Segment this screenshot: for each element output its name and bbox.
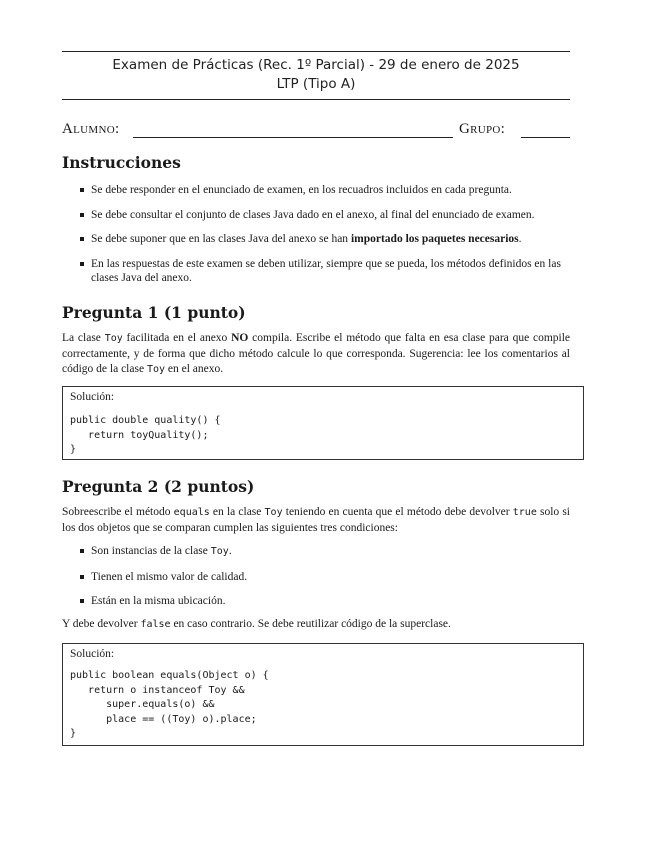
pregunta-2-heading: Pregunta 2 (2 puntos) <box>62 477 255 496</box>
grupo-label: Grupo: <box>459 121 506 137</box>
pregunta-2-statement <box>62 505 570 536</box>
code-inline: Toy <box>104 333 123 344</box>
instruction-item: En las respuestas de este examen se deben utilizar, siempre que se pueda, los métodos definidos en las clases Java del anexo. <box>80 257 570 286</box>
exam-title: Examen de Prácticas (Rec. 1º Parcial) - 29 de enero de 2025 <box>112 57 520 73</box>
text: en la clase <box>209 506 265 518</box>
instrucciones-list <box>80 183 570 286</box>
instruction-item: Se debe consultar el conjunto de clases Java dado en el anexo, al final del enunciado de examen. <box>80 208 570 223</box>
instruction-text: Se debe suponer que en las clases Java del anexo se han <box>91 233 351 245</box>
solution-code: public double quality() { return toyQuality(); } <box>70 415 221 455</box>
pregunta-1-statement <box>62 331 570 378</box>
instruction-bold-text: importado los paquetes necesarios <box>350 233 519 245</box>
condition-item: Están en la misma ubicación. <box>80 594 570 609</box>
text: solo si los dos objetos que se comparan cumplen las siguientes tres condiciones: <box>62 506 571 534</box>
instrucciones-heading: Instrucciones <box>62 153 181 172</box>
text: en caso contrario. Se debe reutilizar código de la superclase. <box>170 618 451 630</box>
pregunta-1-solution-box[interactable] <box>62 386 584 460</box>
solution-label: Solución: <box>70 391 115 403</box>
header-top-rule <box>62 51 570 52</box>
instruction-text: . <box>518 233 522 245</box>
header-bottom-rule <box>62 99 570 100</box>
code-inline: false <box>140 619 171 630</box>
condition-item <box>80 544 570 560</box>
pregunta-1-heading: Pregunta 1 (1 punto) <box>62 303 246 322</box>
solution-label: Solución: <box>70 648 115 660</box>
exam-subtitle: LTP (Tipo A) <box>276 76 356 92</box>
text: Son instancias de la clase <box>91 545 211 557</box>
text: La clase <box>62 332 105 344</box>
code-inline: equals <box>173 507 210 518</box>
alumno-label: Alumno: <box>62 121 120 137</box>
pregunta-2-conditions <box>80 544 570 609</box>
student-fields <box>62 121 570 141</box>
instruction-item: Se debe responder en el enunciado de examen, en los recuadros incluidos en cada pregunta. <box>80 183 570 198</box>
text: facilitada en el anexo <box>122 332 232 344</box>
condition-item: Tienen el mismo valor de calidad. <box>80 570 570 585</box>
code-inline: Toy <box>146 364 165 375</box>
text: . <box>228 545 232 557</box>
pregunta-2-solution-box[interactable] <box>62 643 584 746</box>
pregunta-2-return-note <box>62 617 570 633</box>
alumno-blank[interactable] <box>133 137 453 138</box>
code-inline: true <box>512 507 537 518</box>
code-inline: Toy <box>210 546 229 557</box>
code-inline: Toy <box>264 507 283 518</box>
emphasis-text: NO <box>231 332 249 344</box>
text: en el anexo. <box>165 363 224 375</box>
solution-code: public boolean equals(Object o) { return o instanceof Toy && super.equals(o) && place == ((Toy) o).place; } <box>70 670 269 739</box>
text: compila. Escribe el método que falta en esa clase para que compile correctamente, y de forma que dicho método calcule lo que corresponda. Sugerencia: lee los comentarios al código de la clase <box>62 332 571 375</box>
text: teniendo en cuenta que el método debe devolver <box>282 506 513 518</box>
grupo-blank[interactable] <box>521 137 570 138</box>
text: Y debe devolver <box>62 618 141 630</box>
instruction-item <box>80 232 570 247</box>
text: Sobreescribe el método <box>62 506 174 518</box>
